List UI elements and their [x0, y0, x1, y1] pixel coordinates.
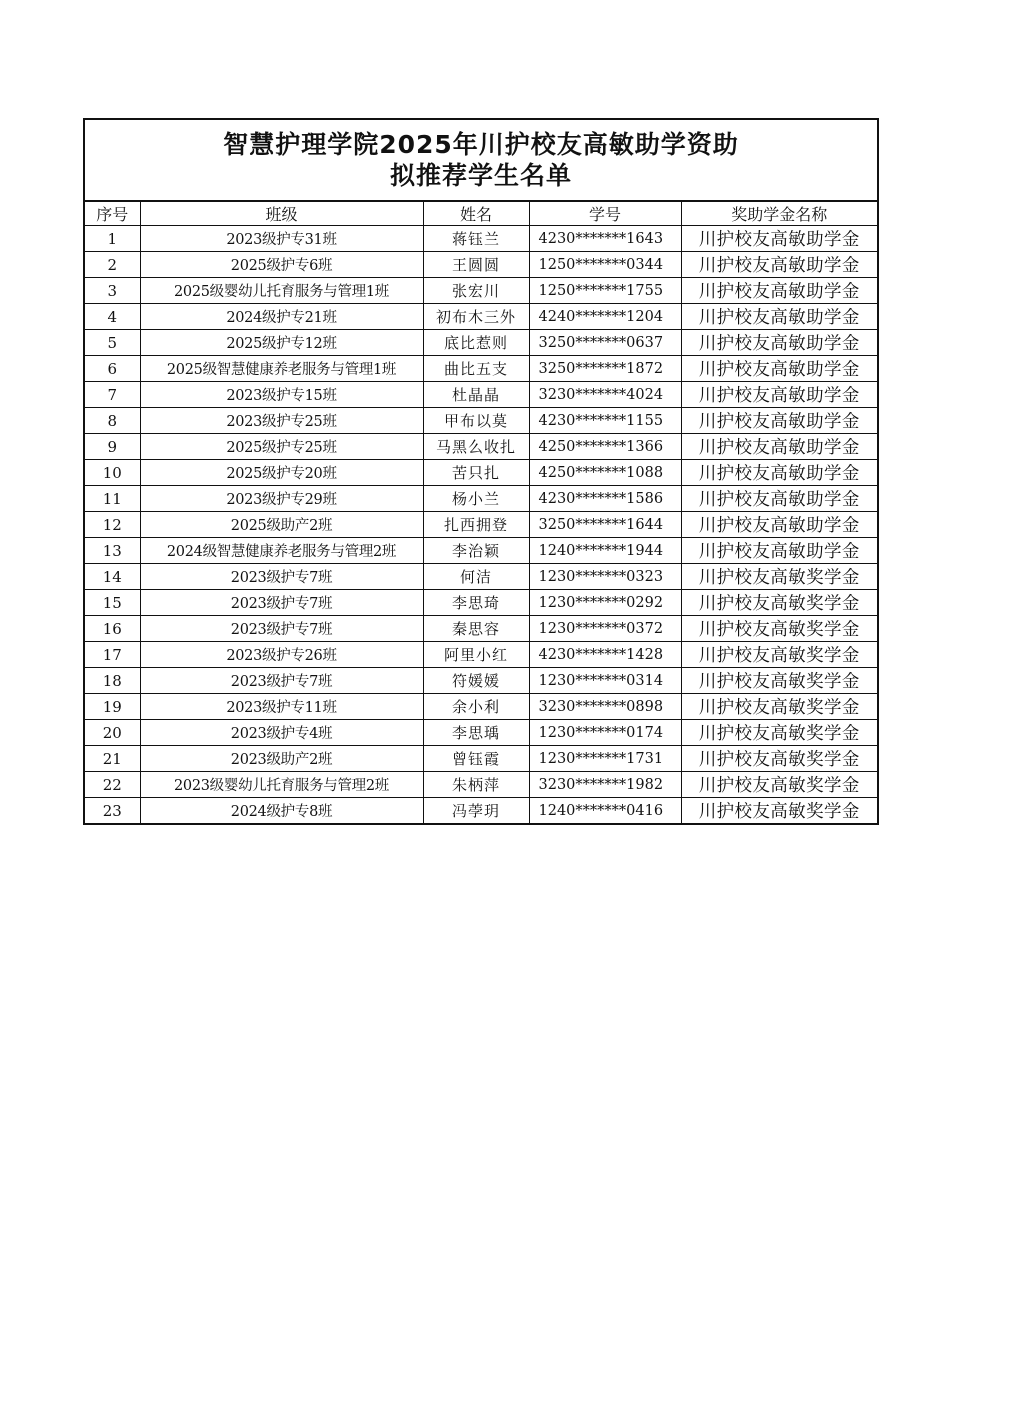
student-id-cell: 3230*******0898: [529, 694, 681, 720]
student-id-cell: 1230*******0314: [529, 668, 681, 694]
table-row: [85, 746, 877, 772]
award-cell: 川护校友高敏助学金: [681, 512, 877, 538]
name-cell: 张宏川: [423, 278, 529, 304]
class-cell: 2023级护专29班: [140, 486, 423, 512]
class-cell: 2023级护专7班: [140, 564, 423, 590]
row-index: 4: [85, 304, 140, 330]
name-cell: 李思瑀: [423, 720, 529, 746]
row-index: 5: [85, 330, 140, 356]
class-cell: 2025级护专20班: [140, 460, 423, 486]
table-row: [85, 512, 877, 538]
class-cell: 2023级护专15班: [140, 382, 423, 408]
recommendation-sheet: [83, 118, 879, 825]
name-cell: 李治颖: [423, 538, 529, 564]
name-cell: 曲比五支: [423, 356, 529, 382]
row-index: 7: [85, 382, 140, 408]
award-cell: 川护校友高敏奖学金: [681, 694, 877, 720]
row-index: 20: [85, 720, 140, 746]
name-cell: 李思琦: [423, 590, 529, 616]
award-cell: 川护校友高敏助学金: [681, 434, 877, 460]
award-cell: 川护校友高敏助学金: [681, 356, 877, 382]
table-row: [85, 382, 877, 408]
class-cell: 2025级护专25班: [140, 434, 423, 460]
award-cell: 川护校友高敏助学金: [681, 382, 877, 408]
award-cell: 川护校友高敏助学金: [681, 486, 877, 512]
table-row: [85, 642, 877, 668]
name-cell: 杨小兰: [423, 486, 529, 512]
name-cell: 曾钰霞: [423, 746, 529, 772]
row-index: 2: [85, 252, 140, 278]
student-id-cell: 3250*******1872: [529, 356, 681, 382]
class-cell: 2023级助产2班: [140, 746, 423, 772]
table-row: [85, 434, 877, 460]
table-row: [85, 564, 877, 590]
class-cell: 2023级护专25班: [140, 408, 423, 434]
student-id-cell: 3230*******1982: [529, 772, 681, 798]
class-cell: 2023级护专11班: [140, 694, 423, 720]
award-cell: 川护校友高敏助学金: [681, 538, 877, 564]
name-cell: 符媛媛: [423, 668, 529, 694]
class-cell: 2023级护专4班: [140, 720, 423, 746]
name-cell: 秦思容: [423, 616, 529, 642]
class-cell: 2024级护专8班: [140, 798, 423, 824]
row-index: 22: [85, 772, 140, 798]
class-cell: 2024级护专21班: [140, 304, 423, 330]
award-cell: 川护校友高敏奖学金: [681, 746, 877, 772]
row-index: 11: [85, 486, 140, 512]
class-cell: 2024级智慧健康养老服务与管理2班: [140, 538, 423, 564]
student-id-cell: 1250*******1755: [529, 278, 681, 304]
table-row: [85, 694, 877, 720]
award-cell: 川护校友高敏奖学金: [681, 798, 877, 824]
award-cell: 川护校友高敏助学金: [681, 330, 877, 356]
table-body: [85, 226, 877, 824]
row-index: 19: [85, 694, 140, 720]
student-id-cell: 4230*******1643: [529, 226, 681, 252]
class-cell: 2023级护专26班: [140, 642, 423, 668]
class-cell: 2025级护专6班: [140, 252, 423, 278]
student-id-cell: 3230*******4024: [529, 382, 681, 408]
student-id-cell: 1230*******0292: [529, 590, 681, 616]
award-cell: 川护校友高敏奖学金: [681, 616, 877, 642]
row-index: 16: [85, 616, 140, 642]
table-row: [85, 798, 877, 824]
row-index: 8: [85, 408, 140, 434]
name-cell: 阿里小红: [423, 642, 529, 668]
row-index: 13: [85, 538, 140, 564]
student-id-cell: 1250*******0344: [529, 252, 681, 278]
award-cell: 川护校友高敏奖学金: [681, 642, 877, 668]
header-index: 序号: [85, 202, 140, 226]
student-id-cell: 1230*******0372: [529, 616, 681, 642]
name-cell: 苦只扎: [423, 460, 529, 486]
student-id-cell: 1230*******0323: [529, 564, 681, 590]
table-row: [85, 226, 877, 252]
award-cell: 川护校友高敏助学金: [681, 304, 877, 330]
row-index: 23: [85, 798, 140, 824]
header-student-id: 学号: [529, 202, 681, 226]
award-cell: 川护校友高敏助学金: [681, 408, 877, 434]
class-cell: 2023级护专7班: [140, 616, 423, 642]
row-index: 6: [85, 356, 140, 382]
student-id-cell: 4250*******1366: [529, 434, 681, 460]
class-cell: 2025级智慧健康养老服务与管理1班: [140, 356, 423, 382]
name-cell: 甲布以莫: [423, 408, 529, 434]
student-id-cell: 4230*******1586: [529, 486, 681, 512]
student-id-cell: 1240*******1944: [529, 538, 681, 564]
name-cell: 底比惹则: [423, 330, 529, 356]
name-cell: 杜晶晶: [423, 382, 529, 408]
table-row: [85, 278, 877, 304]
class-cell: 2023级护专31班: [140, 226, 423, 252]
title-line-2: 拟推荐学生名单: [389, 161, 572, 190]
name-cell: 何洁: [423, 564, 529, 590]
row-index: 14: [85, 564, 140, 590]
name-cell: 扎西拥登: [423, 512, 529, 538]
table-row: [85, 720, 877, 746]
table-row: [85, 460, 877, 486]
row-index: 1: [85, 226, 140, 252]
name-cell: 朱柄萍: [423, 772, 529, 798]
row-index: 12: [85, 512, 140, 538]
name-cell: 蒋钰兰: [423, 226, 529, 252]
table-row: [85, 772, 877, 798]
award-cell: 川护校友高敏助学金: [681, 278, 877, 304]
award-cell: 川护校友高敏助学金: [681, 226, 877, 252]
header-name: 姓名: [423, 202, 529, 226]
student-id-cell: 3250*******0637: [529, 330, 681, 356]
student-id-cell: 4230*******1155: [529, 408, 681, 434]
table-row: [85, 616, 877, 642]
header-award-name: 奖助学金名称: [681, 202, 877, 226]
student-id-cell: 4250*******1088: [529, 460, 681, 486]
table-row: [85, 668, 877, 694]
student-id-cell: 4240*******1204: [529, 304, 681, 330]
student-id-cell: 1230*******0174: [529, 720, 681, 746]
name-cell: 余小利: [423, 694, 529, 720]
row-index: 9: [85, 434, 140, 460]
name-cell: 王圆圆: [423, 252, 529, 278]
class-cell: 2023级护专7班: [140, 668, 423, 694]
student-table: [85, 202, 877, 823]
student-id-cell: 4230*******1428: [529, 642, 681, 668]
table-row: [85, 486, 877, 512]
title-line-1: 智慧护理学院2025年川护校友高敏助学资助: [223, 130, 739, 159]
award-cell: 川护校友高敏助学金: [681, 460, 877, 486]
award-cell: 川护校友高敏助学金: [681, 252, 877, 278]
row-index: 10: [85, 460, 140, 486]
header-class: 班级: [140, 202, 423, 226]
class-cell: 2025级护专12班: [140, 330, 423, 356]
award-cell: 川护校友高敏奖学金: [681, 772, 877, 798]
table-row: [85, 252, 877, 278]
table-row: [85, 356, 877, 382]
name-cell: 冯荸玥: [423, 798, 529, 824]
award-cell: 川护校友高敏奖学金: [681, 668, 877, 694]
class-cell: 2023级婴幼儿托育服务与管理2班: [140, 772, 423, 798]
class-cell: 2023级护专7班: [140, 590, 423, 616]
table-row: [85, 590, 877, 616]
table-row: [85, 330, 877, 356]
class-cell: 2025级婴幼儿托育服务与管理1班: [140, 278, 423, 304]
name-cell: 初布木三外: [423, 304, 529, 330]
class-cell: 2025级助产2班: [140, 512, 423, 538]
title-block: [85, 120, 877, 202]
header-row: [85, 202, 877, 226]
name-cell: 马黑么收扎: [423, 434, 529, 460]
row-index: 21: [85, 746, 140, 772]
row-index: 17: [85, 642, 140, 668]
table-row: [85, 408, 877, 434]
row-index: 3: [85, 278, 140, 304]
student-id-cell: 3250*******1644: [529, 512, 681, 538]
student-id-cell: 1230*******1731: [529, 746, 681, 772]
table-row: [85, 538, 877, 564]
student-id-cell: 1240*******0416: [529, 798, 681, 824]
award-cell: 川护校友高敏奖学金: [681, 564, 877, 590]
row-index: 15: [85, 590, 140, 616]
award-cell: 川护校友高敏奖学金: [681, 590, 877, 616]
row-index: 18: [85, 668, 140, 694]
award-cell: 川护校友高敏奖学金: [681, 720, 877, 746]
table-row: [85, 304, 877, 330]
